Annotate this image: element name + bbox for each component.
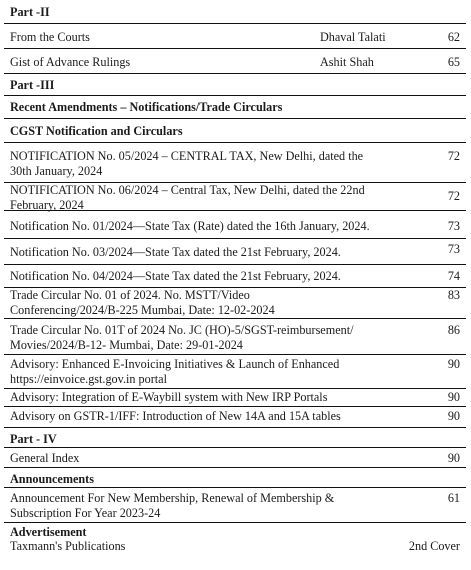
part-3-heading: Part -III	[10, 78, 55, 92]
toc-entry[interactable]	[4, 265, 466, 288]
recent-amendments-heading: Recent Amendments – Notifications/Trade Circulars	[10, 100, 283, 114]
entry-title: Advisory on GSTR-1/IFF: Introduction of New 14A and 15A tables	[10, 409, 341, 423]
toc-entry[interactable]	[4, 24, 466, 49]
entry-page: 74	[447, 269, 460, 283]
entry-page: 90	[447, 409, 460, 423]
entry-title: Trade Circular No. 01 of 2024. No. MSTT/Video Conferencing/2024/B-225 Mumbai, Date: 12-02-2024	[10, 288, 275, 317]
toc-entry[interactable]	[4, 143, 466, 183]
section-heading-announcements	[4, 468, 466, 488]
toc-entry[interactable]	[4, 389, 466, 407]
toc-entry[interactable]	[4, 488, 466, 523]
entry-page: 90	[447, 390, 460, 404]
toc-entry[interactable]	[4, 448, 466, 468]
entry-title: Trade Circular No. 01T of 2024 No. JC (HO)-5/SGST-reimbursement/ Movies/2024/B-12- Mumbai, Date: 29-01-2024	[10, 323, 354, 352]
cgst-heading: CGST Notification and Circulars	[10, 124, 183, 138]
entry-title: Advisory: Integration of E-Waybill system with New IRP Portals	[10, 390, 328, 404]
entry-page: 61	[447, 491, 460, 505]
toc-entry[interactable]	[4, 319, 466, 355]
announcements-heading: Announcements	[10, 472, 94, 486]
entry-page: 73	[447, 219, 460, 233]
section-heading-advertisement	[4, 523, 466, 538]
entry-page: 90	[447, 451, 460, 465]
toc-entry[interactable]	[4, 239, 466, 265]
entry-page: 2nd Cover	[408, 539, 460, 553]
entry-page: 72	[447, 189, 460, 203]
section-heading-part-4	[4, 428, 466, 448]
part-4-heading: Part - IV	[10, 432, 57, 446]
toc-entry[interactable]	[4, 183, 466, 211]
toc-entry[interactable]	[4, 407, 466, 428]
part-2-heading: Part -II	[10, 5, 50, 19]
section-heading-part-2	[4, 0, 466, 24]
entry-author: Dhaval Talati	[320, 30, 386, 44]
entry-page: 90	[447, 357, 460, 371]
entry-page: 65	[447, 55, 460, 69]
advertisement-heading: Advertisement	[10, 525, 87, 539]
entry-title: NOTIFICATION No. 06/2024 – Central Tax, New Delhi, dated the 22nd February, 2024	[10, 183, 365, 212]
entry-title: Gist of Advance Rulings	[10, 55, 131, 69]
entry-title: From the Courts	[10, 30, 90, 44]
entry-title: General Index	[10, 451, 80, 465]
entry-title: Taxmann's Publications	[10, 539, 126, 553]
entry-title: NOTIFICATION No. 05/2024 – CENTRAL TAX, New Delhi, dated the 30th January, 2024	[10, 149, 364, 178]
section-heading-part-3	[4, 74, 466, 96]
entry-page: 73	[447, 242, 460, 256]
entry-title: Notification No. 03/2024—State Tax dated the 21st February, 2024.	[10, 245, 341, 259]
toc-entry[interactable]	[4, 49, 466, 74]
entry-page: 86	[447, 323, 460, 337]
toc-entry[interactable]	[4, 288, 466, 319]
subsection-heading	[4, 119, 466, 143]
entry-title: Announcement For New Membership, Renewal of Membership & Subscription For Year 2023-24	[10, 491, 335, 520]
entry-page: 83	[447, 288, 460, 302]
entry-title: Notification No. 04/2024—State Tax dated the 21st February, 2024.	[10, 269, 341, 283]
entry-title: Advisory: Enhanced E-Invoicing Initiatives & Launch of Enhanced https://einvoice.gst.gov.in portal	[10, 357, 340, 386]
toc-entry[interactable]	[4, 211, 466, 239]
toc-entry[interactable]	[4, 355, 466, 389]
subsection-heading	[4, 96, 466, 119]
entry-page: 72	[447, 149, 460, 163]
entry-page: 62	[447, 30, 460, 44]
entry-author: Ashit Shah	[320, 55, 374, 69]
toc-entry[interactable]	[4, 538, 466, 558]
entry-title: Notification No. 01/2024—State Tax (Rate) dated the 16th January, 2024.	[10, 219, 370, 233]
